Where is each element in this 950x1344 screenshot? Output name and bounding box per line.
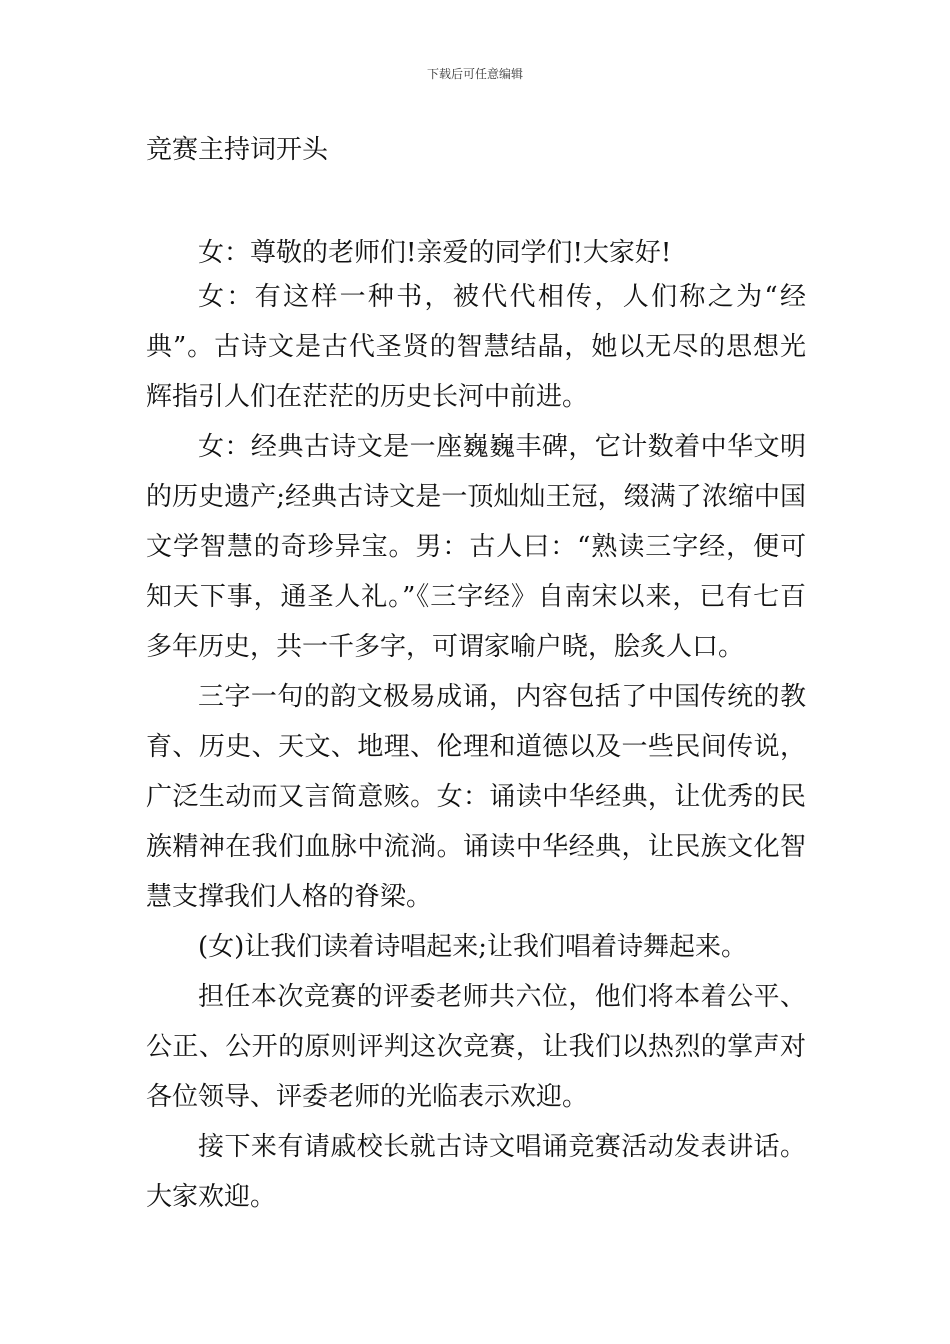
paragraph-classics-monument: 女：经典古诗文是一座巍巍丰碑，它计数着中华文明的历史遗产;经典古诗文是一顶灿灿王冠，缀满了浓缩中国文学智慧的奇珍异宝。男：古人曰：“熟读三字经，便可知天下事，通圣人礼。”《三字经》自南宋以来，已有七百多年历史，共一千多字，可谓家喻户晓，脍炙人口。 [146,432,806,662]
paragraph-classics-intro: 女：有这样一种书，被代代相传，人们称之为“经典”。古诗文是古代圣贤的智慧结晶，她以无尽的思想光辉指引人们在茫茫的历史长河中前进。 [146,282,806,412]
paragraph-sing-poems: (女)让我们读着诗唱起来;让我们唱着诗舞起来。 [198,932,748,962]
paragraph-greeting: 女：尊敬的老师们!亲爱的同学们!大家好! [198,238,672,268]
paragraph-principal-speech: 接下来有请戚校长就古诗文唱诵竞赛活动发表讲话。大家欢迎。 [146,1132,806,1212]
paragraph-judges: 担任本次竞赛的评委老师共六位，他们将本着公平、公正、公开的原则评判这次竞赛，让我们以热烈的掌声对各位领导、评委老师的光临表示欢迎。 [146,982,806,1112]
document-body [146,228,806,1222]
document-title: 竞赛主持词开头 [146,135,329,165]
paragraph-three-character-classic: 三字一句的韵文极易成诵，内容包括了中国传统的教育、历史、天文、地理、伦理和道德以及一些民间传说，广泛生动而又言简意赅。女：诵读中华经典，让优秀的民族精神在我们血脉中流淌。诵读中华经典，让民族文化智慧支撑我们人格的脊梁。 [146,682,806,912]
page-header-note: 下载后可任意编辑 [426,67,523,81]
